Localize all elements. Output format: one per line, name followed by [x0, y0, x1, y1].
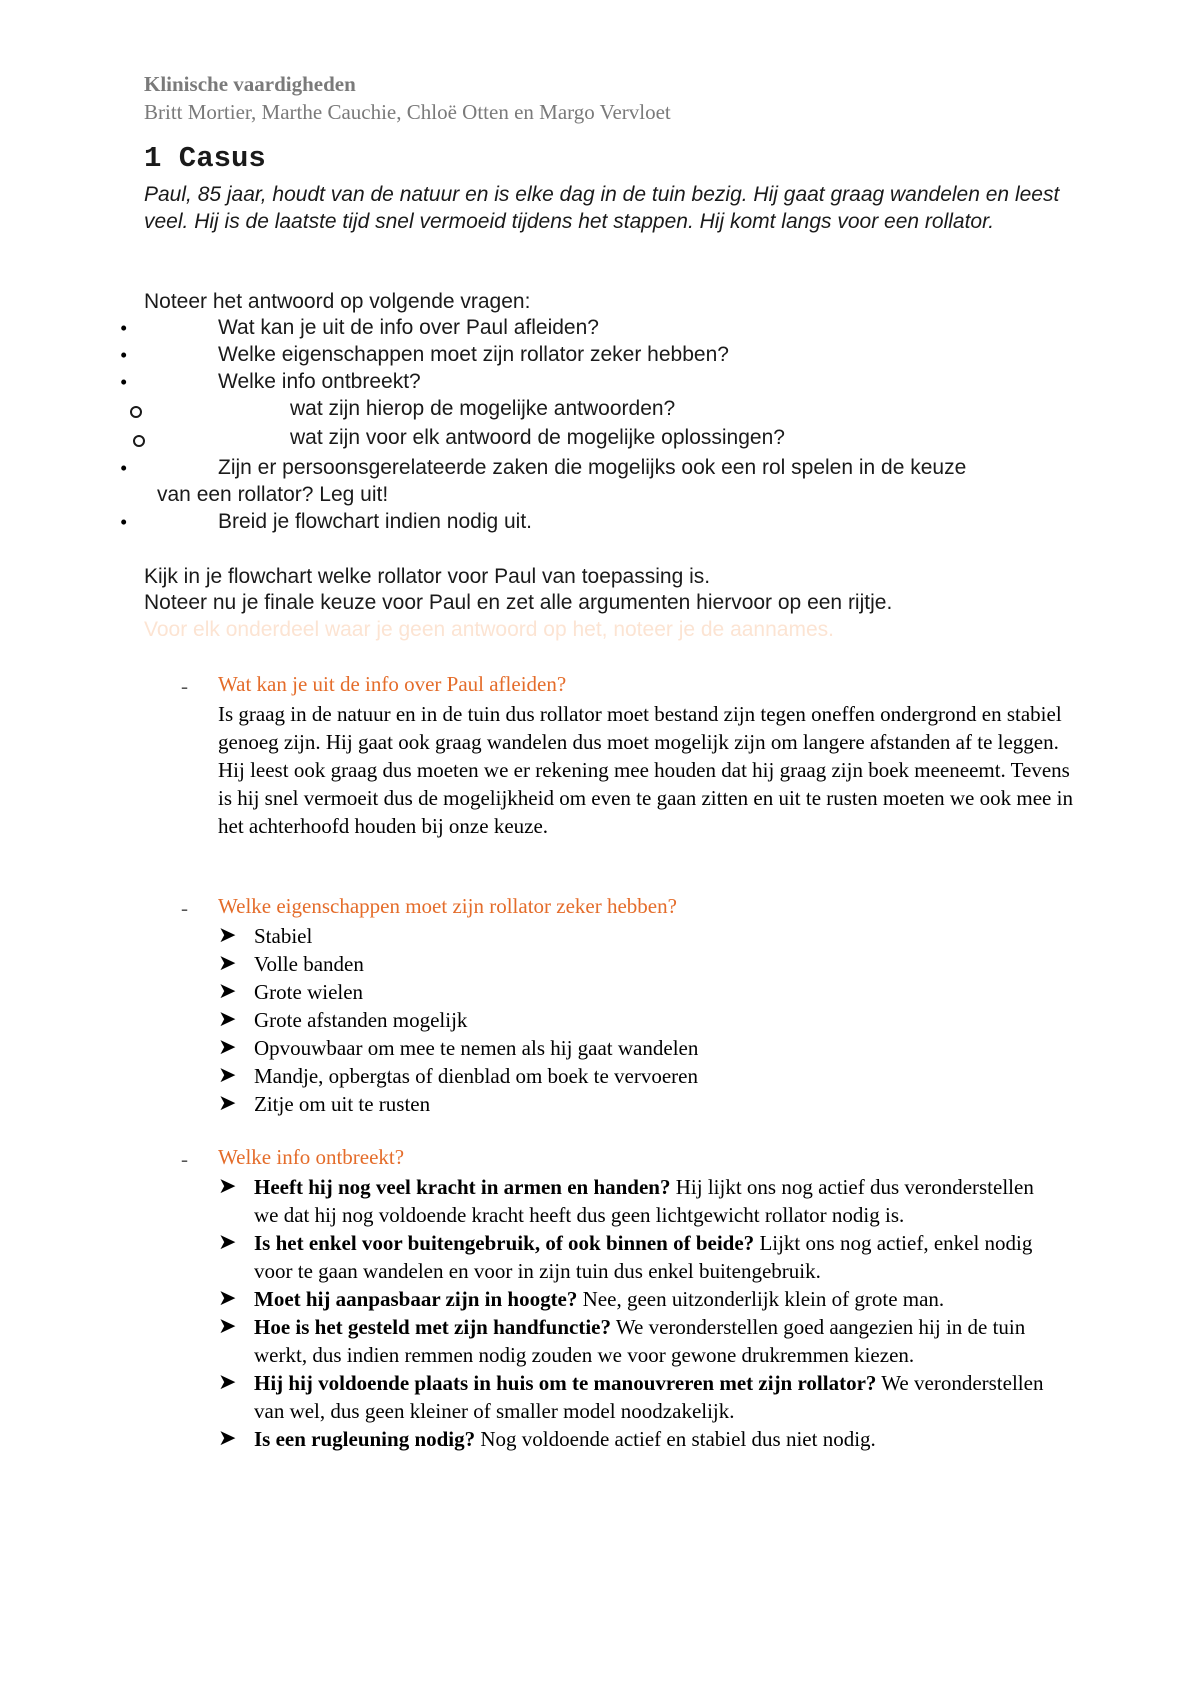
question-5: Breid je flowchart indien nodig uit. [218, 510, 533, 533]
bullet-icon: • [120, 456, 128, 480]
answer-1-title: Wat kan je uit de info over Paul afleiden? [218, 672, 567, 696]
list-item: ➤ Opvouwbaar om mee te nemen als hij gaat wandelen [218, 1035, 699, 1060]
list-item: ➤ Hij hij voldoende plaats in huis om te manouvreren met zijn rollator? We veronderstellen van wel, dus geen kleiner of smaller model noodzakelijk. [218, 1370, 1044, 1423]
answer-3-title: Welke info ontbreekt? [218, 1145, 405, 1169]
arrow-bullet-icon: ➤ [218, 1314, 237, 1339]
bullet-icon: • [120, 343, 128, 367]
list-item: ➤ Grote afstanden mogelijk [218, 1007, 468, 1032]
list-item: ➤ Grote wielen [218, 979, 364, 1004]
question-3b: wat zijn voor elk antwoord de mogelijke oplossingen? [290, 426, 785, 449]
bullet-icon: • [120, 510, 128, 534]
arrow-bullet-icon: ➤ [218, 923, 237, 948]
list-item: ➤ Is het enkel voor buitengebruik, of ook binnen of beide? Lijkt ons nog actief, enkel nodig voor te gaan wandelen en voor in zijn tuin dus enkel buitengebruik. [218, 1230, 1033, 1283]
question-4-continued: van een rollator? Leg uit! [157, 483, 389, 506]
answer-1-text: Is graag in de natuur en in de tuin dus rollator moet bestand zijn tegen oneffen ondergrond en stabiel genoeg zijn. Hij gaat ook graag wandelen dus moet mogelijk zijn om langere afstanden af te leggen. Hij leest ook graag dus moeten we er rekening mee houden dat hij graag zijn boek meeneemt. Tevens is hij snel vermoeit dus de mogelijkheid om even te gaan zitten en uit te rusten moeten we ook mee in het achterhoofd houden bij onze keuze. [218, 702, 1073, 838]
document-authors: Britt Mortier, Marthe Cauchie, Chloë Otten en Margo Vervloet [144, 100, 671, 124]
list-item: ➤ Mandje, opbergtas of dienblad om boek te vervoeren [218, 1063, 698, 1088]
list-item: ➤ Stabiel [218, 923, 313, 948]
arrow-bullet-icon: ➤ [218, 979, 237, 1004]
bullet-icon: • [120, 316, 128, 340]
arrow-bullet-icon: ➤ [218, 1426, 237, 1451]
arrow-bullet-icon: ➤ [218, 1035, 237, 1060]
document-title: Klinische vaardigheden [144, 72, 356, 96]
circle-bullet-icon [130, 406, 142, 418]
question-4: Zijn er persoonsgerelateerde zaken die mogelijks ook een rol spelen in de keuze [218, 456, 967, 479]
list-item: ➤ Heeft hij nog veel kracht in armen en handen? Hij lijkt ons nog actief dus veronderstellen we dat hij nog voldoende kracht heeft dus geen lichtgewicht rollator nodig is. [218, 1174, 1034, 1227]
dash-icon: - [181, 674, 188, 698]
instruction-3-faint: Voor elk onderdeel waar je geen antwoord op het, noteer je de aannames. [144, 618, 834, 641]
dash-icon: - [181, 1147, 188, 1171]
arrow-bullet-icon: ➤ [218, 951, 237, 976]
arrow-bullet-icon: ➤ [218, 1174, 237, 1199]
properties-list [218, 922, 1058, 1118]
arrow-bullet-icon: ➤ [218, 1091, 237, 1116]
question-2: Welke eigenschappen moet zijn rollator zeker hebben? [218, 343, 729, 366]
list-item: ➤ Volle banden [218, 951, 364, 976]
arrow-bullet-icon: ➤ [218, 1007, 237, 1032]
arrow-bullet-icon: ➤ [218, 1286, 237, 1311]
case-description: Paul, 85 jaar, houdt van de natuur en is elke dag in de tuin bezig. Hij gaat graag wandelen en leest veel. Hij is de laatste tijd snel vermoeid tijdens het stappen. Hij komt langs voor een rollator. [144, 183, 1060, 233]
instruction-1: Kijk in je flowchart welke rollator voor Paul van toepassing is. [144, 565, 711, 588]
bullet-icon: • [120, 370, 128, 394]
arrow-bullet-icon: ➤ [218, 1063, 237, 1088]
instruction-2: Noteer nu je finale keuze voor Paul en zet alle argumenten hiervoor op een rijtje. [144, 591, 893, 614]
circle-bullet-icon [133, 435, 145, 447]
question-1: Wat kan je uit de info over Paul afleiden? [218, 316, 599, 339]
missing-info-list [218, 1173, 1058, 1453]
section-heading: 1 Casus [144, 142, 266, 175]
answer-2-title: Welke eigenschappen moet zijn rollator zeker hebben? [218, 894, 677, 918]
list-item: ➤ Is een rugleuning nodig? Nog voldoende actief en stabiel dus niet nodig. [218, 1426, 876, 1451]
arrow-bullet-icon: ➤ [218, 1230, 237, 1255]
question-3: Welke info ontbreekt? [218, 370, 421, 393]
list-item: ➤ Moet hij aanpasbaar zijn in hoogte? Nee, geen uitzonderlijk klein of grote man. [218, 1286, 945, 1311]
question-3a: wat zijn hierop de mogelijke antwoorden? [290, 397, 676, 420]
list-item: ➤ Hoe is het gesteld met zijn handfunctie? We veronderstellen goed aangezien hij in de tuin werkt, dus indien remmen nodig zouden we voor gewone drukremmen kiezen. [218, 1314, 1026, 1367]
arrow-bullet-icon: ➤ [218, 1370, 237, 1395]
questions-intro: Noteer het antwoord op volgende vragen: [144, 290, 531, 313]
dash-icon: - [181, 896, 188, 920]
list-item: ➤ Zitje om uit te rusten [218, 1091, 431, 1116]
